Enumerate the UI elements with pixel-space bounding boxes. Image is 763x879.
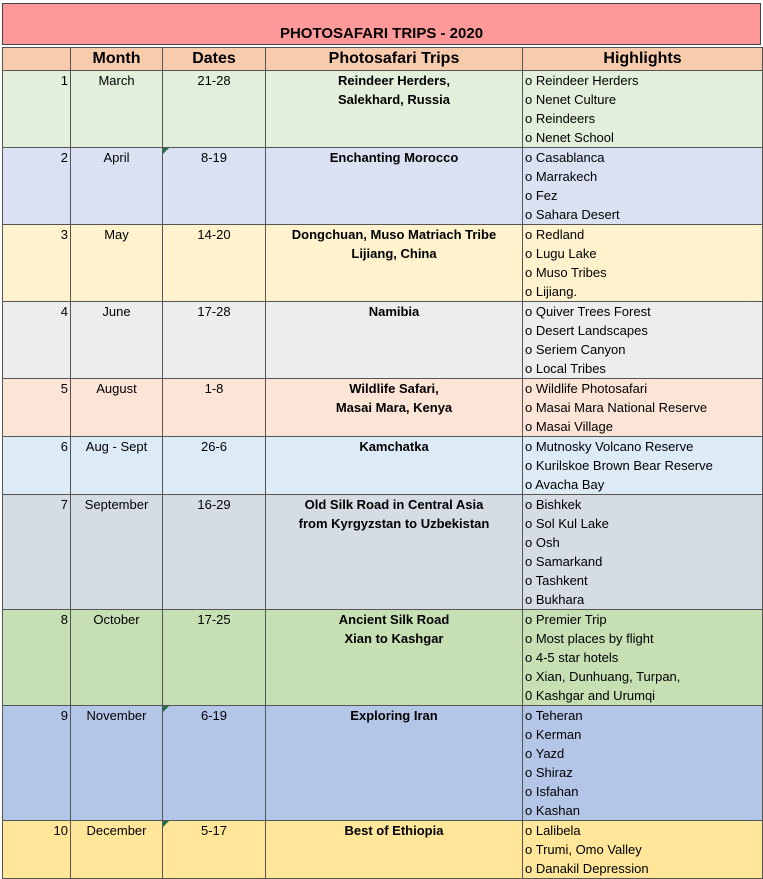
month-cell[interactable]: March	[71, 71, 163, 148]
month-cell[interactable]: September	[71, 495, 163, 610]
row-number-cell[interactable]: 5	[3, 379, 71, 437]
highlights-cell[interactable]	[523, 225, 763, 302]
highlight-item: o Osh	[525, 535, 560, 550]
highlight-item: o Premier Trip	[525, 612, 607, 627]
trip-cell[interactable]	[266, 610, 523, 706]
trip-line: Xian to Kashgar	[344, 631, 444, 646]
trip-cell[interactable]	[266, 71, 523, 148]
highlight-item: o Sahara Desert	[525, 207, 620, 222]
trip-line: Enchanting Morocco	[329, 150, 459, 165]
sheet-title: PHOTOSAFARI TRIPS - 2020	[279, 25, 484, 42]
row-number-cell[interactable]: 3	[3, 225, 71, 302]
highlight-item: o Local Tribes	[525, 361, 606, 376]
table-row	[3, 610, 763, 706]
highlight-item: o Mutnosky Volcano Reserve	[525, 439, 694, 454]
header-num-cell[interactable]	[3, 48, 71, 71]
dates-cell[interactable]: 21-28	[163, 71, 266, 148]
highlights-cell[interactable]	[523, 71, 763, 148]
dates-cell[interactable]: 17-28	[163, 302, 266, 379]
trip-line: Lijiang, China	[351, 246, 437, 261]
dates-cell[interactable]: 8-19	[163, 148, 266, 225]
table-row	[3, 302, 763, 379]
highlight-item: o Nenet Culture	[525, 92, 617, 107]
table-row	[3, 379, 763, 437]
highlight-item: o 4-5 star hotels	[525, 650, 619, 665]
table-row	[3, 706, 763, 821]
highlights-cell[interactable]	[523, 610, 763, 706]
table-row	[3, 821, 763, 879]
header-dates[interactable]: Dates	[163, 48, 266, 71]
month-cell[interactable]: April	[71, 148, 163, 225]
highlight-item: o Nenet School	[525, 130, 614, 145]
highlight-item: o Reindeer Herders	[525, 73, 639, 88]
month-cell[interactable]: August	[71, 379, 163, 437]
comment-indicator-icon[interactable]	[163, 821, 169, 827]
highlight-item: o Fez	[525, 188, 558, 203]
header-highlights[interactable]: Highlights	[523, 48, 763, 71]
row-number-cell[interactable]: 4	[3, 302, 71, 379]
highlight-item: o Marrakech	[525, 169, 598, 184]
month-cell[interactable]: November	[71, 706, 163, 821]
highlight-item: o Redland	[525, 227, 585, 242]
highlight-item: o Shiraz	[525, 765, 573, 780]
header-row	[3, 48, 763, 71]
highlight-item: o Bishkek	[525, 497, 582, 512]
month-cell[interactable]: October	[71, 610, 163, 706]
highlight-item: o Samarkand	[525, 554, 603, 569]
trip-line: Namibia	[368, 304, 420, 319]
highlight-item: o Desert Landscapes	[525, 323, 648, 338]
highlight-item: o Quiver Trees Forest	[525, 304, 651, 319]
highlight-item: o Sol Kul Lake	[525, 516, 609, 531]
trip-cell[interactable]	[266, 706, 523, 821]
highlight-item: o Lugu Lake	[525, 246, 597, 261]
trip-line: Old Silk Road in Central Asia	[304, 497, 484, 512]
highlight-item: o Lijiang.	[525, 284, 578, 299]
trip-cell[interactable]	[266, 148, 523, 225]
highlight-item: o Casablanca	[525, 150, 605, 165]
highlight-item: o Kurilskoe Brown Bear Reserve	[525, 458, 713, 473]
dates-cell[interactable]: 1-8	[163, 379, 266, 437]
highlight-item: o Masai Mara National Reserve	[525, 400, 708, 415]
trip-line: Wildlife Safari,	[349, 381, 439, 396]
dates-cell[interactable]: 16-29	[163, 495, 266, 610]
table-row	[3, 495, 763, 610]
row-number-cell[interactable]: 6	[3, 437, 71, 495]
highlights-cell[interactable]	[523, 148, 763, 225]
row-number-cell[interactable]: 1	[3, 71, 71, 148]
highlight-item: o Kashan	[525, 803, 580, 818]
dates-cell[interactable]: 14-20	[163, 225, 266, 302]
highlights-cell[interactable]	[523, 437, 763, 495]
highlights-cell[interactable]	[523, 821, 763, 879]
trip-line: from Kyrgyzstan to Uzbekistan	[298, 516, 490, 531]
trip-line: Exploring Iran	[350, 708, 438, 723]
row-number-cell[interactable]: 10	[3, 821, 71, 879]
month-cell[interactable]: December	[71, 821, 163, 879]
highlight-item: o Trumi, Omo Valley	[525, 842, 642, 857]
highlights-cell[interactable]	[523, 706, 763, 821]
trip-cell[interactable]	[266, 225, 523, 302]
row-number-cell[interactable]: 9	[3, 706, 71, 821]
table-row	[3, 225, 763, 302]
dates-cell[interactable]: 26-6	[163, 437, 266, 495]
dates-cell[interactable]: 17-25	[163, 610, 266, 706]
trip-cell[interactable]	[266, 821, 523, 879]
comment-indicator-icon[interactable]	[163, 148, 169, 154]
month-cell[interactable]: Aug - Sept	[71, 437, 163, 495]
highlights-cell[interactable]	[523, 379, 763, 437]
highlights-cell[interactable]	[523, 302, 763, 379]
highlight-item: o Teheran	[525, 708, 583, 723]
row-number-cell[interactable]: 7	[3, 495, 71, 610]
highlight-item: o Tashkent	[525, 573, 588, 588]
highlight-item: o Bukhara	[525, 592, 585, 607]
highlight-item: o Seriem Canyon	[525, 342, 626, 357]
trip-line: Salekhard, Russia	[338, 92, 450, 107]
highlight-item: o Masai Village	[525, 419, 613, 434]
dates-cell[interactable]: 6-19	[163, 706, 266, 821]
trip-line: Dongchuan, Muso Matriach Tribe	[291, 227, 497, 242]
comment-indicator-icon[interactable]	[163, 706, 169, 712]
dates-cell[interactable]: 5-17	[163, 821, 266, 879]
header-month[interactable]: Month	[71, 48, 163, 71]
trip-line: Ancient Silk Road	[338, 612, 450, 627]
table-row	[3, 148, 763, 225]
title-cell[interactable]	[2, 3, 761, 45]
highlight-item: o Avacha Bay	[525, 477, 605, 492]
highlight-item: o Xian, Dunhuang, Turpan,	[525, 669, 681, 684]
trip-cell[interactable]	[266, 437, 523, 495]
table-row	[3, 437, 763, 495]
row-number-cell[interactable]: 8	[3, 610, 71, 706]
month-cell[interactable]: May	[71, 225, 163, 302]
highlight-item: o Wildlife Photosafari	[525, 381, 648, 396]
trip-line: Masai Mara, Kenya	[335, 400, 453, 415]
highlight-item: o Yazd	[525, 746, 565, 761]
trip-line: Best of Ethiopia	[344, 823, 444, 838]
table-row	[3, 71, 763, 148]
header-trips[interactable]: Photosafari Trips	[266, 48, 523, 71]
highlight-item: 0 Kashgar and Urumqi	[525, 688, 656, 703]
trip-line: Reindeer Herders,	[338, 73, 450, 88]
trip-line: Kamchatka	[359, 439, 429, 454]
row-number-cell[interactable]: 2	[3, 148, 71, 225]
highlight-item: o Danakil Depression	[525, 861, 649, 876]
trip-cell[interactable]	[266, 495, 523, 610]
month-cell[interactable]: June	[71, 302, 163, 379]
highlight-item: o Kerman	[525, 727, 582, 742]
trip-cell[interactable]	[266, 302, 523, 379]
highlight-item: o Reindeers	[525, 111, 596, 126]
highlight-item: o Most places by flight	[525, 631, 654, 646]
highlights-cell[interactable]	[523, 495, 763, 610]
trips-table	[2, 47, 763, 879]
highlight-item: o Muso Tribes	[525, 265, 607, 280]
highlight-item: o Lalibela	[525, 823, 581, 838]
trip-cell[interactable]	[266, 379, 523, 437]
highlight-item: o Isfahan	[525, 784, 579, 799]
